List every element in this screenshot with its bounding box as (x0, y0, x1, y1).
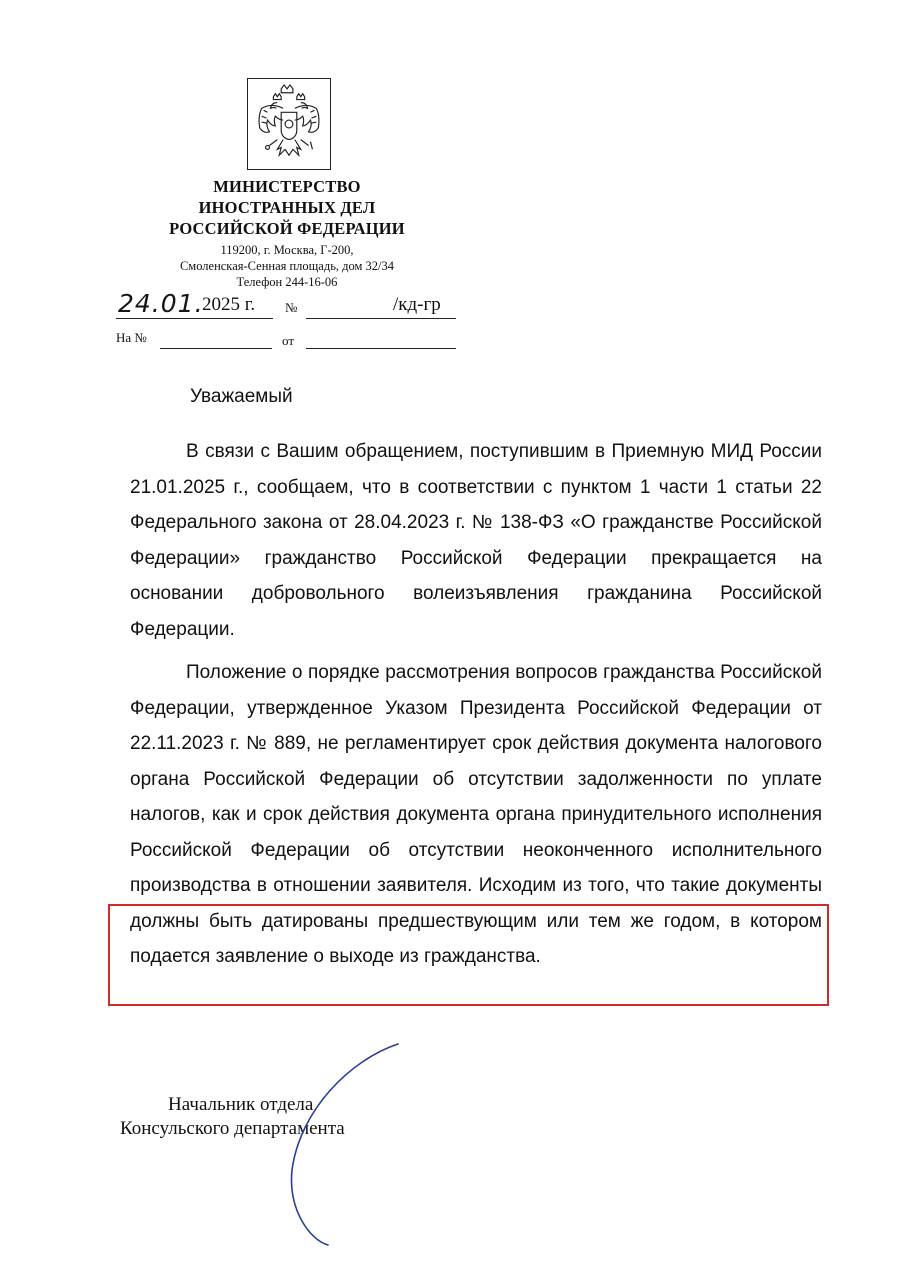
reference-label: На № (116, 330, 147, 345)
reference-row (116, 330, 461, 354)
signatory-title-line: Начальник отдела (168, 1094, 314, 1115)
date-underline (116, 318, 273, 319)
paragraph-2: Положение о порядке рассмотрения вопросов гражданства Российской Федерации, утвержденное Указом Президента Российской Федерации от 22.11.2023 г. № 889, не регламентирует срок действия документа налогового органа Российской Федерации об отсутствии задолженности по уплате налогов, как и срок действия документа органа принудительного исполнения Российской Федерации об отсутствии неоконченного исполнительного производства в отношении заявителя. Исходим из того, что такие документы должны быть датированы предшествующим или тем же годом, в котором подается заявление о выходе из гражданства. (130, 662, 822, 967)
signature-icon (280, 1040, 420, 1250)
document-number-suffix: /кд-гр (393, 294, 441, 315)
highlight-box (108, 904, 829, 1006)
date-year: 2025 г. (202, 294, 256, 315)
reference-from-label: от (282, 333, 295, 348)
registration-date-row (116, 289, 461, 322)
number-underline (306, 318, 456, 319)
address-line: Телефон 244-16-06 (236, 275, 338, 289)
signatory-title-line: Консульского департамента (120, 1118, 345, 1139)
address-line: 119200, г. Москва, Г-200, (220, 243, 354, 257)
reference-date-underline (306, 348, 456, 349)
reference-underline (160, 348, 272, 349)
ministry-line: ИНОСТРАННЫХ ДЕЛ (198, 198, 376, 217)
ministry-line: РОССИЙСКОЙ ФЕДЕРАЦИИ (169, 219, 405, 238)
paragraph-1: В связи с Вашим обращением, поступившим в Приемную МИД России 21.01.2025 г., сообщаем, что в соответствии с пунктом 1 части 1 статьи 22 Федерального закона от 28.04.2023 г. № 138-ФЗ «О гражданстве Российской Федерации» гражданство Российской Федерации прекращается на основании добровольного волеизъявления гражданина Российской Федерации. (130, 441, 822, 640)
ministry-address (140, 242, 434, 290)
address-line: Смоленская-Сенная площадь, дом 32/34 (179, 259, 395, 273)
number-label: № (285, 300, 298, 315)
coat-of-arms-icon (247, 78, 331, 170)
ministry-name (140, 176, 434, 239)
handwritten-date: 24.01. (118, 289, 204, 318)
salutation: Уважаемый (190, 386, 293, 407)
ministry-line: МИНИСТЕРСТВО (213, 177, 361, 196)
